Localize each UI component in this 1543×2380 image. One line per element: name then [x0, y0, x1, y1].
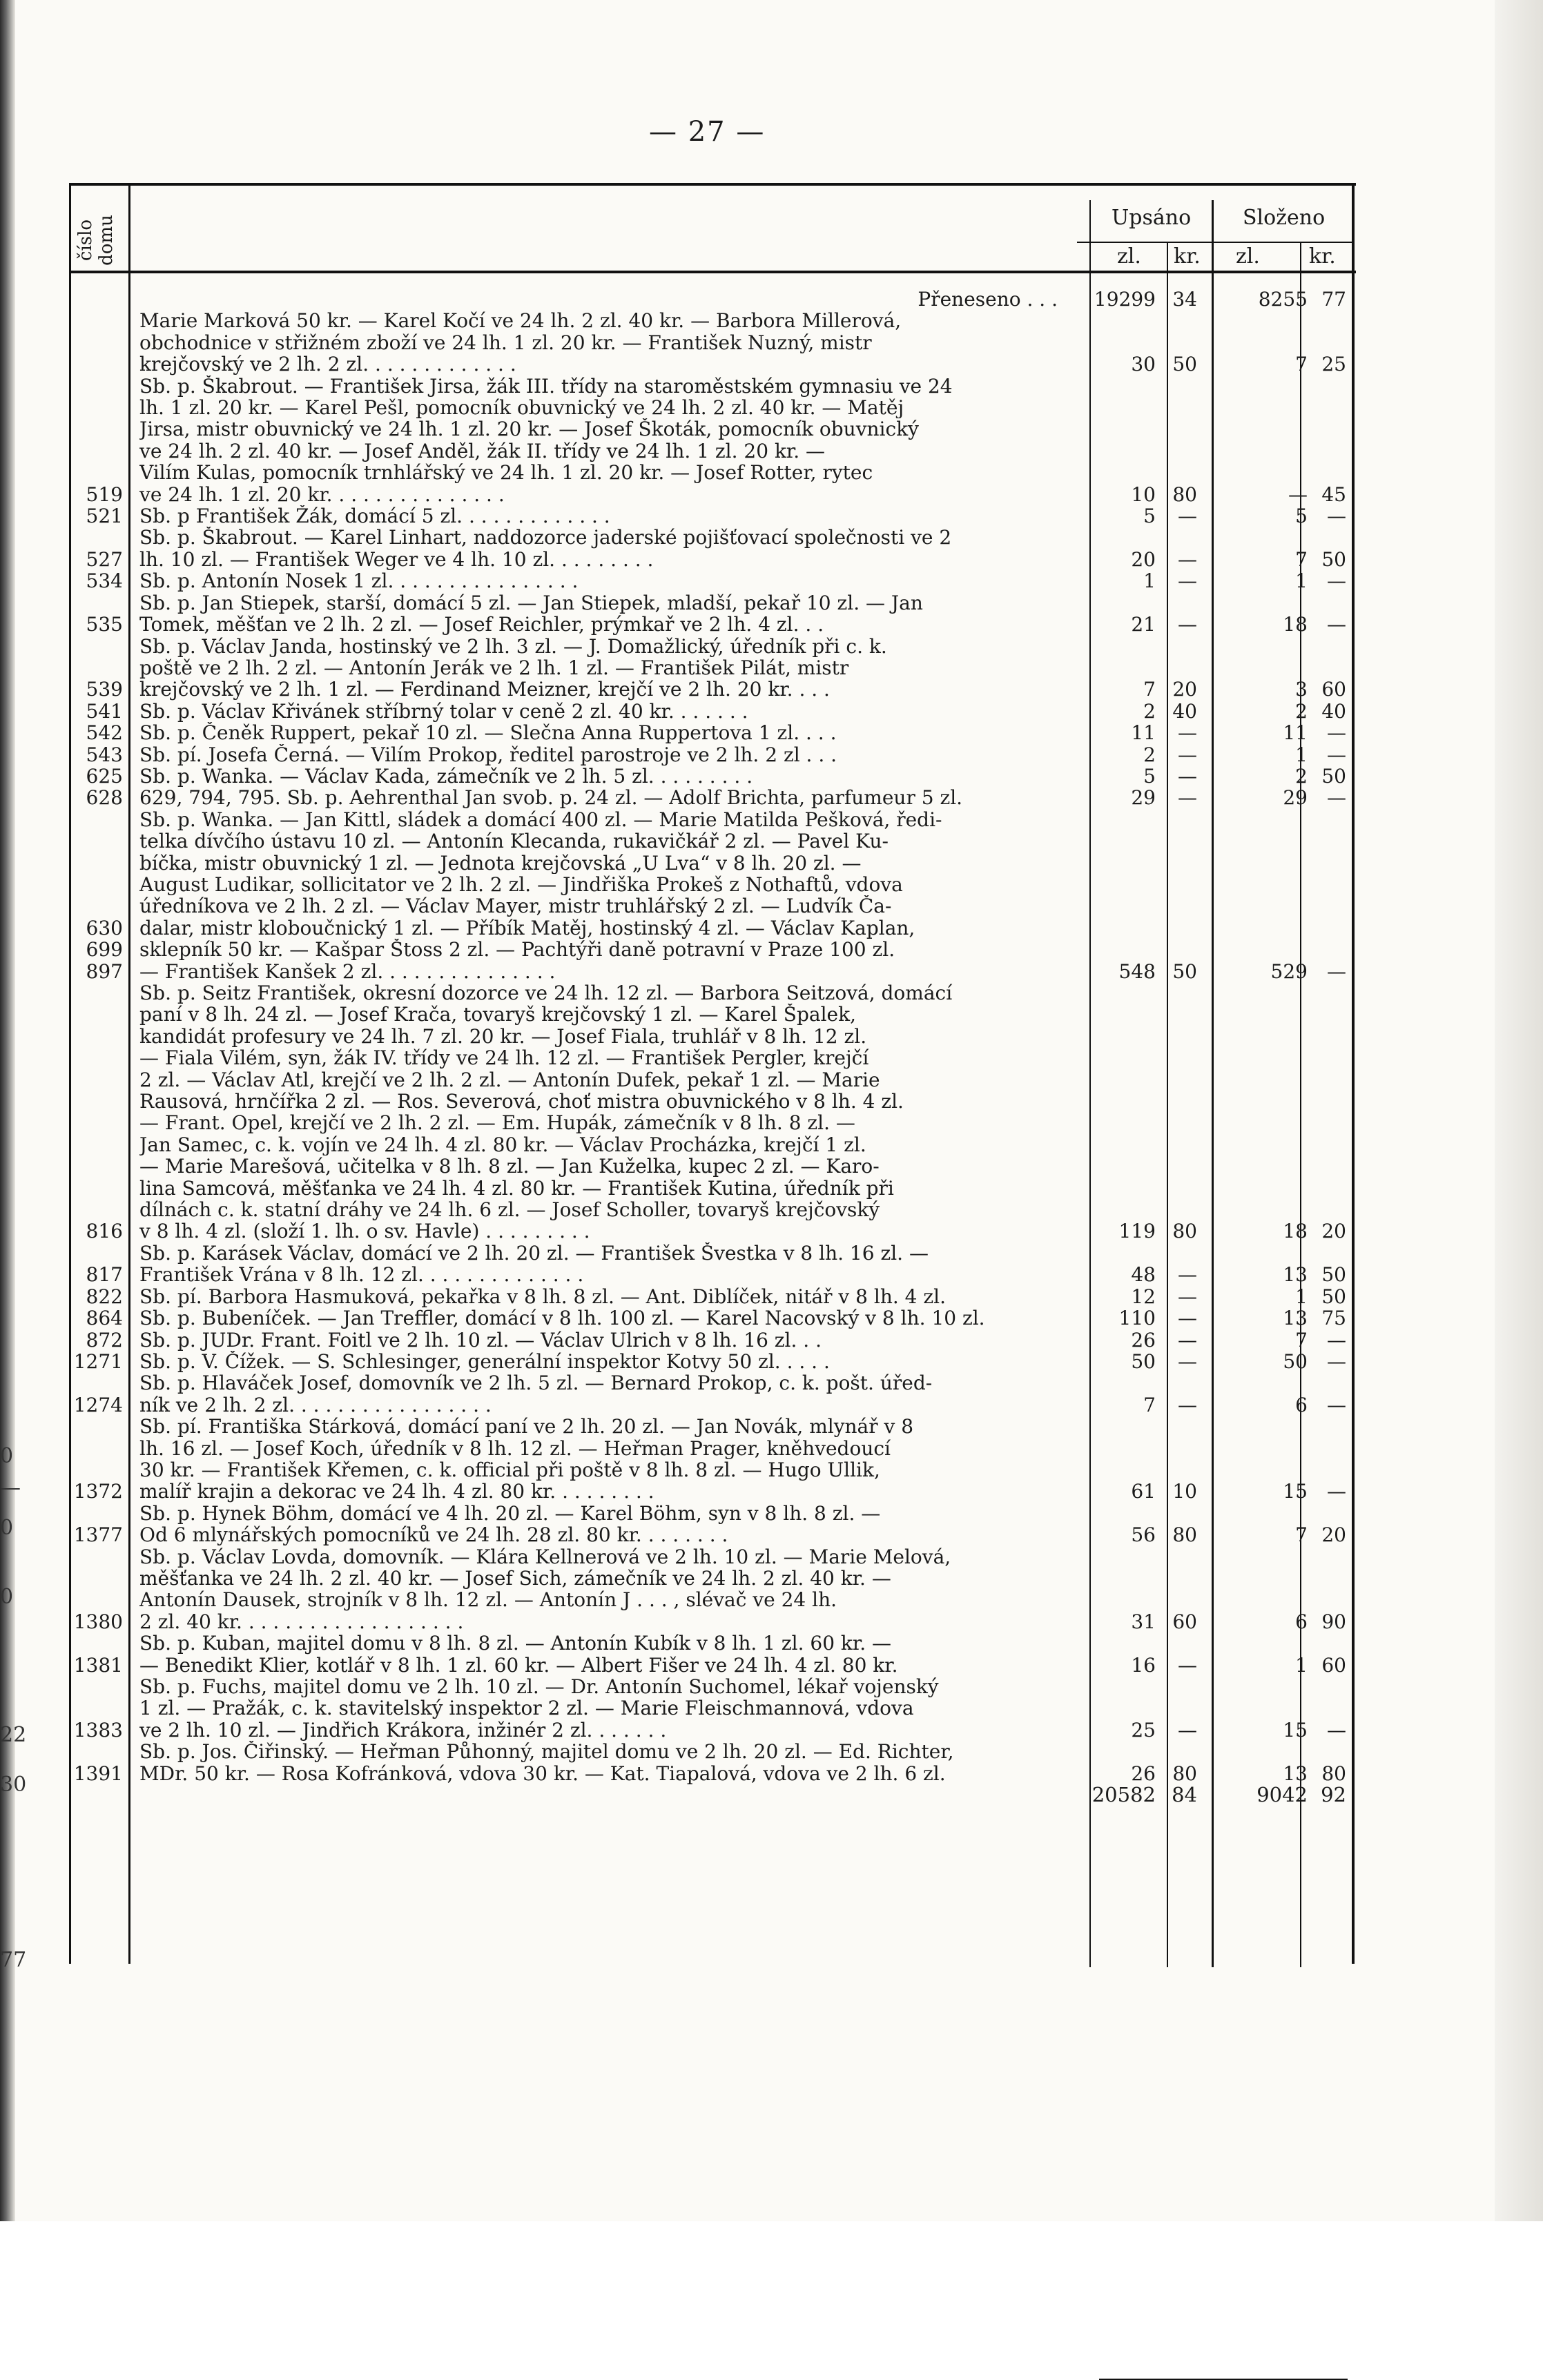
- paid-kr: —: [1327, 1349, 1346, 1373]
- entry-line: Sb. p. Karásek Václav, domácí ve 2 lh. 20 zl. — František Švestka v 8 lh. 16 zl. —: [139, 1242, 929, 1265]
- entry-line: — Benedikt Klier, kotlář v 8 lh. 1 zl. 60 kr. — Albert Fišer ve 24 lh. 4 zl. 80 kr.: [139, 1654, 898, 1676]
- table-top-rule: [69, 183, 1356, 186]
- total-paid-kr: 92: [1321, 1783, 1346, 1807]
- entry-line: Sb. p. Bubeníček. — Jan Treffler, domácí v 8 lh. 100 zl. — Karel Nacovský v 8 lh. 10 zl.: [139, 1307, 985, 1329]
- subscribed-zl: 19299: [1094, 288, 1156, 311]
- house-number: 630 699 897: [86, 916, 123, 983]
- entry-line: lh. 10 zl. — František Weger ve 4 lh. 10 zl. . . . . . . . .: [139, 548, 654, 571]
- entry-text: [133, 1372, 1085, 1416]
- margin-number: 77: [0, 1948, 27, 1972]
- entry-text: [133, 1546, 1085, 1633]
- entry-text: [133, 722, 1085, 743]
- table-row: [64, 310, 1361, 375]
- subscribed-zl: 10: [1131, 482, 1156, 506]
- paid-zl: 2: [1295, 764, 1308, 788]
- entry-line: krejčovský ve 2 lh. 2 zl. . . . . . . . . . . . .: [139, 353, 516, 375]
- entry-line: 1 zl. — Pražák, c. k. stavitelský inspektor 2 zl. — Marie Fleischmannová, vdova: [139, 1697, 914, 1719]
- entry-line: Sb. pí. Františka Stárková, domácí paní ve 2 lh. 20 zl. — Jan Novák, mlynář v 8: [139, 1416, 914, 1438]
- subscribed-kr: 60: [1172, 1610, 1197, 1633]
- entry-text: [133, 289, 1085, 310]
- entry-line: poště ve 2 lh. 2 zl. — Antonín Jerák ve 2 lh. 1 zl. — František Pilát, mistr: [139, 656, 849, 679]
- table-row: [64, 375, 1361, 505]
- subscribed-zl: 548: [1118, 959, 1156, 983]
- margin-number: 30: [0, 1773, 27, 1797]
- house-number: 1380: [73, 1610, 123, 1633]
- entry-line: — Frant. Opel, krejčí ve 2 lh. 2 zl. — Em. Hupák, zámečník v 8 lh. 8 zl. —: [139, 1112, 855, 1134]
- house-number: 543: [86, 743, 123, 766]
- table-row: [64, 592, 1361, 636]
- subscribed-zl: 29: [1131, 786, 1156, 810]
- house-number: 1274: [73, 1393, 123, 1416]
- subscribed-kr: —: [1178, 505, 1197, 528]
- upsano-kr-heading: kr.: [1174, 244, 1201, 269]
- table-row: [64, 289, 1361, 310]
- entry-line: Přeneseno . . .: [918, 289, 1058, 311]
- subscribed-kr: —: [1178, 613, 1197, 636]
- entry-line: bíčka, mistr obuvnický 1 zl. — Jednota krejčovská „U Lva“ v 8 lh. 20 zl. —: [139, 852, 862, 874]
- paid-zl: 1: [1295, 569, 1308, 593]
- paid-kr: 77: [1321, 288, 1346, 311]
- subscribed-zl: 48: [1131, 1263, 1156, 1287]
- entry-line: Vilím Kulas, pomocník trnhlářský ve 24 lh. 1 zl. 20 kr. — Josef Rotter, rytec: [139, 462, 873, 484]
- house-number: 816: [86, 1220, 123, 1243]
- subscribed-kr: 10: [1172, 1480, 1197, 1503]
- paid-zl: 1: [1295, 1285, 1308, 1308]
- entry-line: Tomek, měšťan ve 2 lh. 2 zl. — Josef Reichler, prýmkař ve 2 lh. 4 zl. . .: [139, 614, 824, 636]
- entry-line: malíř krajin a dekorac ve 24 lh. 4 zl. 80 kr. . . . . . . . .: [139, 1481, 654, 1503]
- entry-line: Sb. p. Antonín Nosek 1 zl. . . . . . . . . . . . . . . .: [139, 570, 579, 592]
- paid-kr: —: [1327, 613, 1346, 636]
- paid-kr: 50: [1321, 1285, 1346, 1308]
- table-row: [64, 787, 1361, 808]
- entry-line: Sb. p. Kuban, majitel domu v 8 lh. 8 zl. — Antonín Kubík v 8 lh. 1 zl. 60 kr. —: [139, 1632, 892, 1655]
- house-number: 625: [86, 764, 123, 788]
- entry-text: [133, 1307, 1085, 1329]
- paid-zl: 50: [1283, 1349, 1308, 1373]
- entry-line: 30 kr. — František Křemen, c. k. official při poště v 8 lh. 8 zl. — Hugo Ullik,: [139, 1459, 880, 1481]
- subscribed-zl: 1: [1143, 569, 1156, 593]
- subscribed-kr: —: [1178, 569, 1197, 593]
- subscribed-kr: 80: [1172, 1523, 1197, 1547]
- table-row: [64, 1503, 1361, 1546]
- subscribed-zl: 5: [1143, 764, 1156, 788]
- subscribed-kr: —: [1178, 1285, 1197, 1308]
- paid-zl: 6: [1295, 1610, 1308, 1633]
- entry-line: ve 24 lh. 1 zl. 20 kr. . . . . . . . . . . . . . .: [139, 483, 505, 506]
- entry-text: [133, 375, 1085, 505]
- paid-kr: 60: [1321, 678, 1346, 701]
- entry-line: František Vrána v 8 lh. 12 zl. . . . . . . . . . . . . .: [139, 1264, 584, 1286]
- paid-zl: 6: [1295, 1393, 1308, 1416]
- entry-line: Marie Marková 50 kr. — Karel Kočí ve 24 lh. 2 zl. 40 kr. — Barbora Millerová,: [139, 310, 902, 332]
- entry-text: [133, 505, 1085, 527]
- paid-zl: 15: [1283, 1718, 1308, 1742]
- entry-line: Sb. p. Hynek Böhm, domácí ve 4 lh. 20 zl. — Karel Böhm, syn v 8 lh. 8 zl. —: [139, 1502, 881, 1525]
- entry-line: ve 24 lh. 2 zl. 40 kr. — Josef Anděl, žák II. třídy ve 24 lh. 1 zl. 20 kr. —: [139, 440, 826, 462]
- subscribed-zl: 26: [1131, 1328, 1156, 1352]
- paid-kr: 60: [1321, 1653, 1346, 1677]
- table-row: [64, 701, 1361, 722]
- paid-zl: 13: [1283, 1307, 1308, 1330]
- house-number: 1391: [73, 1762, 123, 1785]
- subscribed-zl: 110: [1118, 1307, 1156, 1330]
- entry-line: obchodnice v střižném zboží ve 24 lh. 1 zl. 20 kr. — František Nuzný, mistr: [139, 331, 872, 354]
- entry-line: ve 2 lh. 10 zl. — Jindřich Krákora, inžinér 2 zl. . . . . . .: [139, 1719, 667, 1742]
- subscribed-kr: —: [1178, 721, 1197, 745]
- entry-text: [133, 744, 1085, 765]
- paid-kr: 20: [1321, 1523, 1346, 1547]
- entry-line: Jan Samec, c. k. vojín ve 24 lh. 4 zl. 80 kr. — Václav Procházka, krejčí 1 zl.: [139, 1133, 866, 1156]
- entry-text: [133, 527, 1085, 570]
- subscribed-zl: 2: [1143, 699, 1156, 723]
- paid-zl: 3: [1295, 678, 1308, 701]
- total-paid-zl: 9042: [1256, 1783, 1308, 1807]
- entry-text: [133, 1416, 1085, 1503]
- table-row: [64, 809, 1361, 982]
- margin-number: 0: [0, 1585, 14, 1609]
- entry-line: telka dívčího ústavu 10 zl. — Antonín Klecanda, rukavičkář 2 zl. — Pavel Ku-: [139, 830, 889, 852]
- house-number: 628: [86, 786, 123, 810]
- paid-kr: 50: [1321, 764, 1346, 788]
- subscribed-zl: 61: [1131, 1480, 1156, 1503]
- slozeno-zl-heading: zl.: [1236, 244, 1260, 269]
- paid-zl: 529: [1270, 959, 1308, 983]
- entry-text: [133, 1503, 1085, 1546]
- subscribed-kr: —: [1178, 1718, 1197, 1742]
- house-number: 542: [86, 721, 123, 745]
- house-number: 1381: [73, 1653, 123, 1677]
- upsano-heading: Upsáno: [1112, 206, 1192, 230]
- paid-zl: 15: [1283, 1480, 1308, 1503]
- subscribed-kr: 20: [1172, 678, 1197, 701]
- table-row: [64, 1632, 1361, 1676]
- paid-zl: 2: [1295, 699, 1308, 723]
- entry-line: — František Kanšek 2 zl. . . . . . . . . . . . . . .: [139, 960, 556, 982]
- paid-kr: 40: [1321, 699, 1346, 723]
- table-row: [64, 765, 1361, 787]
- entry-line: měšťanka ve 24 lh. 2 zl. 40 kr. — Josef Sich, zámečník ve 24 lh. 2 zl. 40 kr. —: [139, 1567, 891, 1590]
- entry-text: [133, 1242, 1085, 1286]
- paid-zl: 8255: [1258, 288, 1308, 311]
- entry-text: [133, 982, 1085, 1242]
- table-row: [64, 570, 1361, 592]
- paid-kr: 20: [1321, 1220, 1346, 1243]
- house-number: 1383: [73, 1718, 123, 1742]
- subscribed-kr: 80: [1172, 1220, 1197, 1243]
- subscribed-kr: 80: [1172, 482, 1197, 506]
- paid-zl: 13: [1283, 1762, 1308, 1785]
- paid-zl: 7: [1295, 547, 1308, 571]
- entry-line: Sb. p. JUDr. Frant. Foitl ve 2 lh. 10 zl. — Václav Ulrich v 8 lh. 16 zl. . .: [139, 1329, 822, 1351]
- subscribed-zl: 12: [1131, 1285, 1156, 1308]
- entry-text: [133, 787, 1085, 808]
- subheader-rule: [1077, 242, 1353, 243]
- table-row: [64, 1329, 1361, 1351]
- subscribed-kr: 50: [1172, 959, 1197, 983]
- table-row: [64, 744, 1361, 765]
- entry-text: [133, 1632, 1085, 1676]
- margin-number: —: [0, 1476, 21, 1500]
- paid-zl: 11: [1283, 721, 1308, 745]
- entry-line: Sb. p. Fuchs, majitel domu ve 2 lh. 10 zl. — Dr. Antonín Suchomel, lékař vojenský: [139, 1676, 939, 1698]
- entry-text: [133, 765, 1085, 787]
- house-number: 539: [86, 678, 123, 701]
- entry-line: — Marie Marešová, učitelka v 8 lh. 8 zl. — Jan Kuželka, kupec 2 zl. — Karo-: [139, 1155, 880, 1178]
- house-number: 822: [86, 1285, 123, 1308]
- table-row: [64, 1351, 1361, 1372]
- subscribed-zl: 7: [1143, 678, 1156, 701]
- paid-zl: 1: [1295, 743, 1308, 766]
- subscribed-zl: 2: [1143, 743, 1156, 766]
- paid-zl: —: [1288, 482, 1308, 506]
- subscribed-zl: 11: [1131, 721, 1156, 745]
- subscribed-zl: 119: [1118, 1220, 1156, 1243]
- table-row: [64, 1242, 1361, 1286]
- entry-line: MDr. 50 kr. — Rosa Kofránková, vdova 30 kr. — Kat. Tiapalová, vdova ve 2 lh. 6 zl.: [139, 1762, 946, 1785]
- entry-line: Sb. p František Žák, domácí 5 zl. . . . . . . . . . . . .: [139, 505, 610, 527]
- house-number: 1372: [73, 1480, 123, 1503]
- paid-kr: 45: [1321, 482, 1346, 506]
- entry-line: ník ve 2 lh. 2 zl. . . . . . . . . . . . . . . . .: [139, 1394, 492, 1416]
- paid-kr: —: [1327, 786, 1346, 810]
- subscribed-kr: —: [1178, 1653, 1197, 1677]
- contributions-table: [64, 289, 1361, 1806]
- subscribed-kr: —: [1178, 1328, 1197, 1352]
- entry-text: [133, 701, 1085, 722]
- entry-line: Sb. p. Čeněk Ruppert, pekař 10 zl. — Slečna Anna Ruppertova 1 zl. . . .: [139, 722, 837, 744]
- entry-line: v 8 lh. 4 zl. (složí 1. lh. o sv. Havle) . . . . . . . . .: [139, 1220, 590, 1242]
- table-row: [64, 1307, 1361, 1329]
- subscribed-zl: 30: [1131, 353, 1156, 376]
- entry-line: Sb. pí. Josefa Černá. — Vilím Prokop, ředitel parostroje ve 2 lh. 2 zl . . .: [139, 743, 837, 765]
- subscribed-zl: 21: [1131, 613, 1156, 636]
- house-number: 1377: [73, 1523, 123, 1547]
- entry-line: August Ludikar, sollicitator ve 2 lh. 2 zl. — Jindřiška Prokeš z Nothaftů, vdova: [139, 873, 903, 896]
- house-number: 519: [86, 482, 123, 506]
- entry-line: Antonín Dausek, strojník v 8 lh. 12 zl. — Antonín J . . . , slévač ve 24 lh.: [139, 1589, 837, 1611]
- page-number: — 27 —: [649, 116, 766, 148]
- entry-line: Sb. p. Hlaváček Josef, domovník ve 2 lh. 5 zl. — Bernard Prokop, c. k. pošt. úřed-: [139, 1372, 933, 1394]
- subscribed-zl: 5: [1143, 505, 1156, 528]
- paid-zl: 1: [1295, 1653, 1308, 1677]
- entry-text: [133, 1286, 1085, 1307]
- paid-kr: —: [1327, 743, 1346, 766]
- entry-line: Jirsa, mistr obuvnický ve 24 lh. 1 zl. 20 kr. — Josef Škoták, pomocník obuvnický: [139, 418, 919, 440]
- entry-line: Sb. p. Václav Křivánek stříbrný tolar v ceně 2 zl. 40 kr. . . . . . .: [139, 700, 748, 723]
- subscribed-kr: 80: [1172, 1762, 1197, 1785]
- paid-zl: 7: [1295, 1523, 1308, 1547]
- entry-line: Sb. p. Škabrout. — František Jirsa, žák III. třídy na staroměstském gymnasiu ve 24: [139, 375, 953, 398]
- entry-line: Sb. p. Škabrout. — Karel Linhart, naddozorce jaderské pojišťovací společnosti ve 2: [139, 527, 952, 549]
- table-row: [64, 1286, 1361, 1307]
- entry-text: [133, 1741, 1085, 1784]
- table-row: [64, 1546, 1361, 1633]
- entry-line: dalar, mistr kloboučnický 1 zl. — Příbík Matěj, hostinský 4 zl. — Václav Kaplan,: [139, 917, 915, 939]
- house-number: 872: [86, 1328, 123, 1352]
- house-number: 521: [86, 505, 123, 528]
- table-row: [64, 1741, 1361, 1784]
- total-subscribed-zl: 20582: [1091, 1783, 1156, 1807]
- subscribed-kr: —: [1178, 786, 1197, 810]
- entry-line: úředníkova ve 2 lh. 2 zl. — Václav Mayer, mistr truhlářský 2 zl. — Ludvík Ča-: [139, 895, 892, 917]
- paid-kr: 50: [1321, 547, 1346, 571]
- paid-kr: 25: [1321, 353, 1346, 376]
- subscribed-zl: 26: [1131, 1762, 1156, 1785]
- entry-line: kandidát profesury ve 24 lh. 7 zl. 20 kr. — Josef Fiala, truhlář v 8 lh. 12 zl.: [139, 1025, 867, 1048]
- paid-kr: —: [1327, 1393, 1346, 1416]
- slozeno-kr-heading: kr.: [1309, 244, 1336, 269]
- entry-text: [133, 809, 1085, 982]
- slozeno-heading: Složeno: [1243, 206, 1326, 230]
- entry-text: [133, 1351, 1085, 1372]
- entry-text: [133, 310, 1085, 375]
- entry-line: lina Samcová, měšťanka ve 24 lh. 4 zl. 80 kr. — František Kutina, úředník při: [139, 1177, 894, 1200]
- paid-zl: 18: [1283, 613, 1308, 636]
- subscribed-zl: 25: [1131, 1718, 1156, 1742]
- entry-line: Od 6 mlynářských pomocníků ve 24 lh. 28 zl. 80 kr. . . . . . . .: [139, 1524, 728, 1546]
- table-row: [64, 505, 1361, 527]
- header-rule: [69, 271, 1356, 273]
- entry-text: [133, 636, 1085, 701]
- paid-kr: —: [1327, 1480, 1346, 1503]
- subscribed-kr: —: [1178, 764, 1197, 788]
- table-row: [64, 1676, 1361, 1741]
- house-number: 527: [86, 547, 123, 571]
- subscribed-kr: 40: [1172, 699, 1197, 723]
- entry-line: — Fiala Vilém, syn, žák IV. třídy ve 24 lh. 12 zl. — František Pergler, krejčí: [139, 1047, 869, 1069]
- scan-edge-left: [0, 0, 15, 2221]
- entry-line: dílnách c. k. statní dráhy ve 24 lh. 6 zl. — Josef Scholler, tovaryš krejčovský: [139, 1199, 880, 1221]
- paid-kr: 90: [1321, 1610, 1346, 1633]
- paid-kr: 50: [1321, 1263, 1346, 1287]
- paid-kr: —: [1327, 505, 1346, 528]
- table-row: [64, 1416, 1361, 1503]
- entry-line: Sb. p. Wanka. — Jan Kittl, sládek a domácí 400 zl. — Marie Matilda Pešková, ředi-: [139, 808, 942, 831]
- house-number: 534: [86, 569, 123, 593]
- subscribed-zl: 7: [1143, 1393, 1156, 1416]
- entry-line: Sb. p. Václav Lovda, domovník. — Klára Kellnerová ve 2 lh. 10 zl. — Marie Melová,: [139, 1545, 951, 1568]
- table-row: [64, 527, 1361, 570]
- margin-number: 22: [0, 1723, 27, 1747]
- entry-line: Sb. p. Wanka. — Václav Kada, zámečník ve 2 lh. 5 zl. . . . . . . . .: [139, 765, 753, 788]
- house-number: 864: [86, 1307, 123, 1330]
- subscribed-kr: —: [1178, 1349, 1197, 1373]
- paid-kr: 80: [1321, 1762, 1346, 1785]
- subscribed-kr: —: [1178, 547, 1197, 571]
- paid-kr: 75: [1321, 1307, 1346, 1330]
- entry-line: Sb. p. Václav Janda, hostinský ve 2 lh. 3 zl. — J. Domažlický, úředník při c. k.: [139, 635, 887, 657]
- entry-line: Sb. pí. Barbora Hasmuková, pekařka v 8 lh. 8 zl. — Ant. Diblíček, nitář v 8 lh. 4 zl.: [139, 1285, 946, 1308]
- entry-text: [133, 592, 1085, 636]
- paid-zl: 7: [1295, 353, 1308, 376]
- entry-line: 2 zl. — Václav Atl, krejčí ve 2 lh. 2 zl. — Antonín Dufek, pekař 1 zl. — Marie: [139, 1069, 880, 1091]
- subscribed-kr: 34: [1172, 288, 1197, 311]
- entry-line: 2 zl. 40 kr. . . . . . . . . . . . . . . . . . .: [139, 1610, 464, 1633]
- paid-kr: —: [1327, 569, 1346, 593]
- house-number: 1271: [73, 1349, 123, 1373]
- entry-line: 629, 794, 795. Sb. p. Aehrenthal Jan svob. p. 24 zl. — Adolf Brichta, parfumeur 5 zl.: [139, 787, 963, 809]
- paid-kr: —: [1327, 1328, 1346, 1352]
- subscribed-zl: 31: [1131, 1610, 1156, 1633]
- entry-line: Rausová, hrnčířka 2 zl. — Ros. Severová, choť mistra obuvnického v 8 lh. 4 zl.: [139, 1091, 904, 1113]
- entry-line: Sb. p. Jan Stiepek, starší, domácí 5 zl. — Jan Stiepek, mladší, pekař 10 zl. — Jan: [139, 592, 923, 614]
- paid-zl: 13: [1283, 1263, 1308, 1287]
- house-number-heading: číslo domu: [75, 215, 117, 266]
- paid-kr: —: [1327, 959, 1346, 983]
- margin-number: 0: [0, 1444, 14, 1468]
- entry-line: Sb. p. Seitz František, okresní dozorce ve 24 lh. 12 zl. — Barbora Seitzová, domácí: [139, 982, 953, 1004]
- paid-zl: 18: [1283, 1220, 1308, 1243]
- entry-line: lh. 16 zl. — Josef Koch, úředník v 8 lh. 12 zl. — Heřman Prager, kněhvedoucí: [139, 1437, 891, 1459]
- subscribed-zl: 20: [1131, 547, 1156, 571]
- subscribed-zl: 16: [1131, 1653, 1156, 1677]
- subscribed-zl: 56: [1131, 1523, 1156, 1547]
- entry-line: lh. 1 zl. 20 kr. — Karel Pešl, pomocník obuvnický ve 24 lh. 2 zl. 40 kr. — Matěj: [139, 397, 904, 419]
- subscribed-zl: 50: [1131, 1349, 1156, 1373]
- subscribed-kr: —: [1178, 1393, 1197, 1416]
- margin-number: 0: [0, 1516, 14, 1540]
- entry-line: sklepník 50 kr. — Kašpar Štoss 2 zl. — Pachtýři daně potravní v Praze 100 zl.: [139, 939, 895, 961]
- table-row: [64, 982, 1361, 1242]
- entry-text: [133, 570, 1085, 592]
- upsano-zl-heading: zl.: [1117, 244, 1141, 269]
- entry-line: paní v 8 lh. 24 zl. — Josef Krača, tovaryš krejčovský 1 zl. — Karel Špalek,: [139, 1004, 856, 1026]
- paid-kr: —: [1327, 1718, 1346, 1742]
- house-number: 535: [86, 613, 123, 636]
- entry-text: [133, 1329, 1085, 1351]
- scan-edge-right: [1495, 0, 1543, 2221]
- paid-zl: 29: [1283, 786, 1308, 810]
- total-subscribed-kr: 84: [1172, 1783, 1197, 1807]
- entry-line: krejčovský ve 2 lh. 1 zl. — Ferdinand Meizner, krejčí ve 2 lh. 20 kr. . . .: [139, 679, 830, 701]
- paid-zl: 7: [1295, 1328, 1308, 1352]
- totals-row: [64, 1784, 1361, 1806]
- entry-text: [133, 1676, 1085, 1741]
- subscribed-kr: —: [1178, 1263, 1197, 1287]
- entry-line: Sb. p. V. Čížek. — S. Schlesinger, generální inspektor Kotvy 50 zl. . . . .: [139, 1350, 830, 1373]
- subscribed-kr: —: [1178, 743, 1197, 766]
- subscribed-kr: 50: [1172, 353, 1197, 376]
- paid-kr: —: [1327, 721, 1346, 745]
- subscribed-kr: —: [1178, 1307, 1197, 1330]
- paid-zl: 5: [1295, 505, 1308, 528]
- house-number: 541: [86, 699, 123, 723]
- house-number: 817: [86, 1263, 123, 1287]
- table-row: [64, 722, 1361, 743]
- entry-line: Sb. p. Jos. Čiřinský. — Heřman Půhonný, majitel domu ve 2 lh. 20 zl. — Ed. Richter,: [139, 1741, 954, 1763]
- table-row: [64, 1372, 1361, 1416]
- table-row: [64, 636, 1361, 701]
